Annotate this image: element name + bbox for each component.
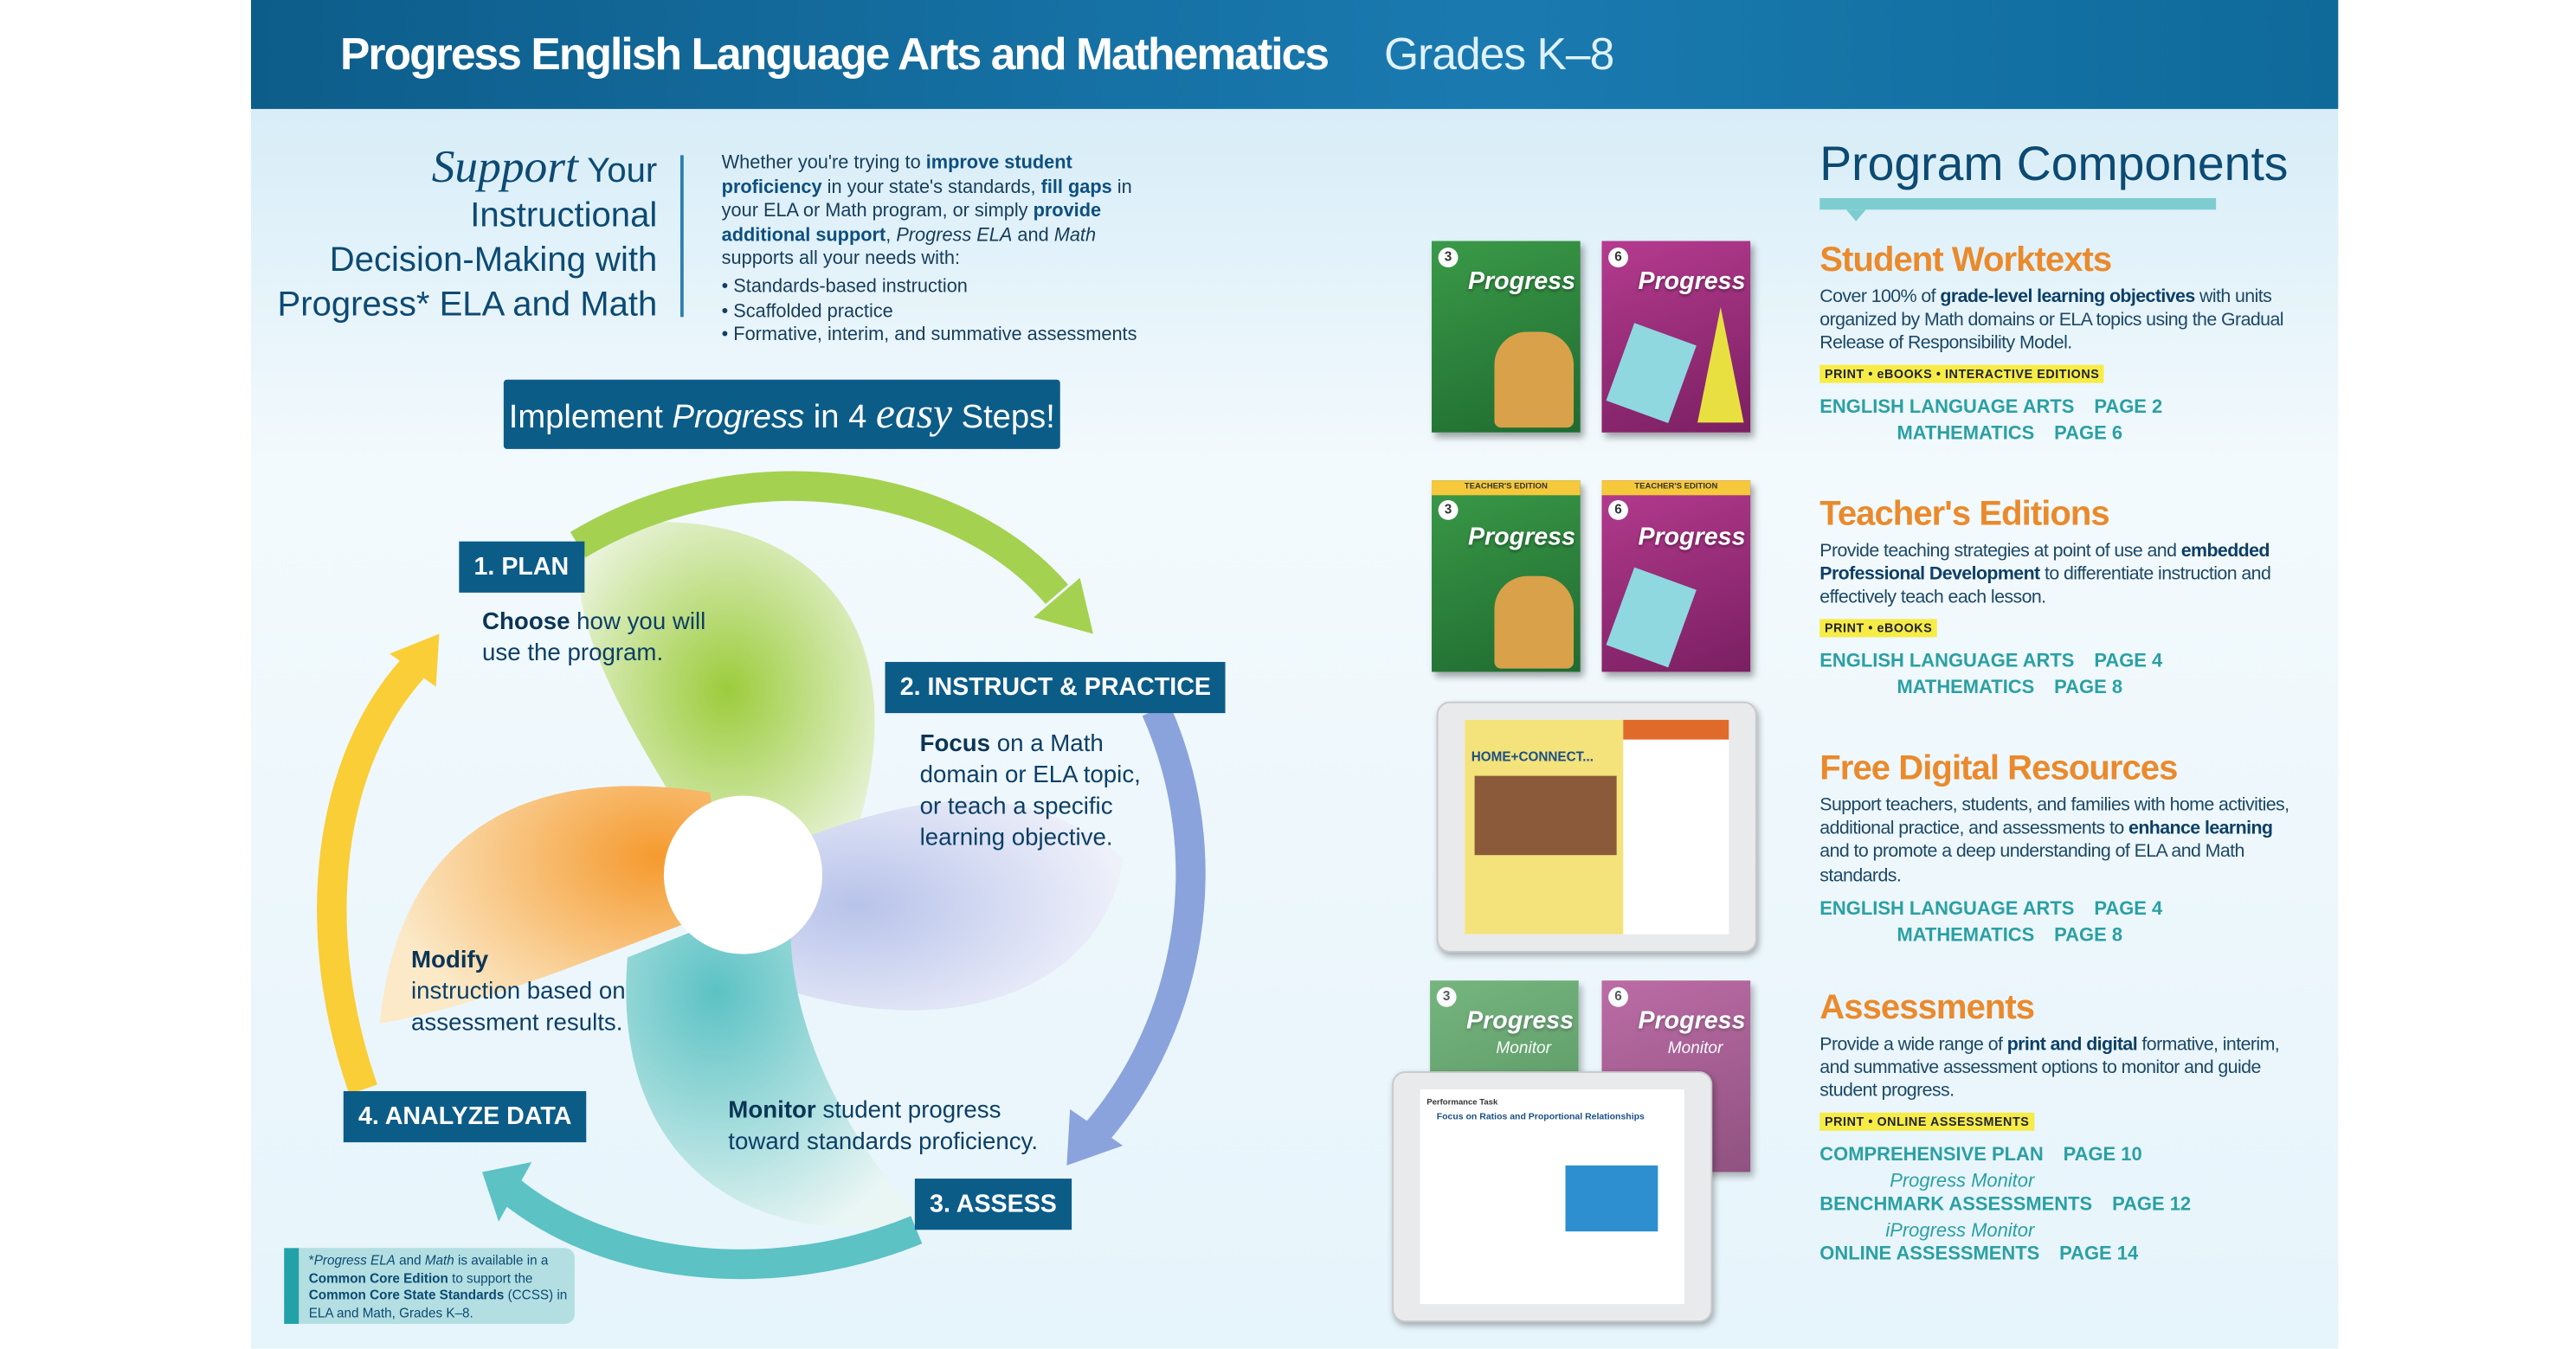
ref-link[interactable]	[1819, 1170, 2192, 1216]
footnote-part: Common Core State Standards	[308, 1288, 505, 1303]
online-assessment-tablet	[1392, 1071, 1712, 1322]
cover-image	[1494, 576, 1574, 669]
section-student-worktexts	[1819, 241, 2315, 446]
cover-brand: Progress	[1467, 523, 1576, 552]
cover-image	[1607, 323, 1697, 423]
ref-list	[1819, 395, 2163, 445]
text-part: and to promote a deep understanding of ELA and Math standards.	[1819, 842, 2244, 886]
ref-page: PAGE 14	[2059, 1243, 2139, 1264]
cover-image	[1697, 307, 1743, 423]
section-teachers-editions	[1819, 495, 2315, 699]
intro-part: Whether you're trying to	[721, 153, 926, 174]
ref-page: PAGE 8	[2054, 678, 2123, 698]
cover-monitor: Monitor	[1667, 1039, 1723, 1058]
intro-part: in your state's standards,	[821, 177, 1041, 198]
cover-brand: Progress	[1638, 267, 1746, 296]
ref-name: MATHEMATICS	[1897, 423, 2035, 444]
step-verb: Modify	[411, 948, 489, 974]
step-label-plan: 1. PLAN	[459, 542, 583, 593]
arrow-analyze	[332, 669, 413, 1089]
cover-brand: Progress	[1638, 1006, 1746, 1036]
text-part: with units organized by Math domains or ELA topics using the Gradual Release of Responsibility Model.	[1819, 286, 2283, 355]
step-label-assess: 3. ASSESS	[915, 1179, 1072, 1230]
tablet-screen	[1420, 1089, 1684, 1304]
text-part: to differentiate instruction and effectively teach each lesson.	[1819, 564, 2271, 608]
format-tag: PRINT • ONLINE ASSESSMENTS	[1819, 1112, 2034, 1130]
list-item: • Scaffolded practice	[721, 301, 893, 322]
step-label-analyze: 4. ANALYZE DATA	[344, 1091, 587, 1142]
ref-list	[1819, 650, 2163, 699]
grade-badge: 6	[1608, 987, 1628, 1007]
footnote-part: (CCSS) in ELA and Math, Grades K–8.	[308, 1288, 568, 1320]
footnote-part: and	[395, 1252, 425, 1269]
intro-part: and	[1012, 225, 1054, 246]
step-desc: how you will use the program.	[482, 608, 706, 667]
intro-bold: provide additional support	[721, 202, 1102, 246]
home-connect-logo: HOME+CONNECT...	[1471, 749, 1594, 765]
ela-worktext-cover	[1432, 241, 1581, 433]
ref-name: BENCHMARK ASSESSMENTS	[1819, 1194, 2093, 1215]
list-item: • Standards-based instruction	[721, 277, 968, 298]
support-script: Support	[431, 142, 578, 194]
text-bold: embedded Professional Development	[1819, 541, 2270, 585]
footnote-part: *	[308, 1252, 314, 1269]
cover-brand: Progress	[1638, 523, 1746, 552]
ref-page: PAGE 2	[2094, 397, 2163, 417]
step-verb: Choose	[482, 608, 570, 636]
section-heading: Student Worktexts	[1819, 241, 2112, 279]
support-line: Instructional	[470, 196, 658, 234]
intro-italic: Progress ELA	[896, 225, 1013, 246]
step-verb: Monitor	[728, 1097, 816, 1125]
text-part: Provide teaching strategies at point of use and	[1819, 541, 2181, 562]
section-free-digital-resources	[1819, 749, 2315, 948]
text-part: Support teachers, students, and families with home activities, additional practice, and assessments to	[1819, 795, 2289, 839]
intro-part: supports all your needs with:	[721, 249, 961, 270]
section-text	[1819, 286, 2298, 356]
footnote-part: Progress ELA	[313, 1252, 396, 1269]
step-desc: on a Math domain or ELA topic, or teach a specific learning objective.	[919, 731, 1141, 852]
format-tag: PRINT • eBOOKS	[1819, 619, 1937, 637]
teacher-edition-band: TEACHER'S EDITION	[1601, 480, 1750, 495]
ref-link[interactable]	[1819, 650, 2163, 673]
ref-page: PAGE 4	[2094, 651, 2163, 671]
intro-italic: Math	[1053, 225, 1097, 246]
footnote-part: Math	[424, 1252, 454, 1269]
footnote	[284, 1248, 575, 1324]
step-text-assess	[728, 1096, 1041, 1159]
ref-sub: Progress Monitor	[1890, 1171, 2035, 1192]
ref-page: PAGE 6	[2054, 423, 2123, 444]
ref-link[interactable]	[1819, 395, 2163, 419]
steps-easy: easy	[875, 389, 953, 438]
steps-part: Implement	[508, 399, 673, 436]
steps-part: in 4	[804, 399, 876, 436]
ref-link[interactable]	[1819, 422, 2133, 446]
ref-page: PAGE 4	[2094, 899, 2163, 920]
support-line: Progress* ELA and Math	[277, 286, 658, 324]
section-text	[1819, 540, 2298, 610]
ref-list	[1819, 897, 2163, 947]
cover-brand: Progress	[1467, 267, 1576, 296]
home-connect-tablet	[1437, 702, 1757, 953]
grade-badge: 3	[1437, 987, 1457, 1007]
screen-keypad	[1565, 1166, 1658, 1231]
footnote-part: Common Core Edition	[308, 1269, 448, 1286]
tablet-screen	[1465, 720, 1729, 935]
intro-bold: fill gaps	[1040, 177, 1112, 198]
ref-page: PAGE 8	[2054, 925, 2123, 946]
intro-part: ,	[886, 225, 897, 246]
steps-brand: Progress	[672, 399, 805, 436]
page-title: Progress English Language Arts and Mathematics	[339, 29, 1329, 79]
cover-image	[1607, 568, 1697, 668]
section-heading: Teacher's Editions	[1819, 495, 2109, 534]
ref-name: MATHEMATICS	[1897, 925, 2035, 946]
grade-badge: 6	[1608, 500, 1628, 520]
footnote-part: to support the	[448, 1269, 533, 1286]
text-bold: enhance learning	[2128, 819, 2273, 839]
cover-image	[1494, 331, 1574, 427]
section-text	[1819, 794, 2298, 888]
ela-teacher-edition-cover	[1432, 480, 1581, 671]
text-bold: grade-level learning objectives	[1940, 286, 2195, 307]
support-word: Your	[577, 151, 658, 190]
perf-task-title: Focus on Ratios and Proportional Relationships	[1436, 1112, 1645, 1123]
step-text-analyze	[411, 946, 634, 1040]
ref-link[interactable]	[1819, 1143, 2142, 1166]
step-desc: student progress toward standards proficiency.	[728, 1097, 1039, 1156]
steps-part: Steps!	[952, 399, 1055, 436]
step-text-instruct	[920, 729, 1151, 855]
math-teacher-edition-cover	[1601, 480, 1750, 671]
format-tag: PRINT • eBOOKS • INTERACTIVE EDITIONS	[1819, 364, 2104, 382]
intro-part: in your ELA or Math program, or simply	[721, 177, 1132, 222]
ref-link[interactable]	[1819, 1219, 2139, 1265]
step-label-instruct: 2. INSTRUCT & PRACTICE	[886, 662, 1227, 713]
screen-photo	[1475, 776, 1617, 856]
ref-list	[1819, 1143, 2192, 1265]
math-worktext-cover	[1601, 241, 1750, 433]
step-text-plan	[482, 607, 730, 670]
support-line: Decision-Making with	[329, 241, 658, 279]
ref-page: PAGE 12	[2112, 1194, 2192, 1215]
section-assessments	[1819, 989, 2315, 1266]
text-part: Provide a wide range of	[1819, 1035, 2007, 1056]
title-underline	[1819, 198, 2216, 209]
grade-badge: 6	[1608, 247, 1628, 267]
ref-name: ENGLISH LANGUAGE ARTS	[1819, 899, 2075, 920]
teacher-edition-band: TEACHER'S EDITION	[1432, 480, 1581, 495]
cycle-center	[664, 796, 822, 954]
intro-bold: improve student proficiency	[721, 153, 1072, 198]
ref-link[interactable]	[1819, 924, 2133, 948]
cover-monitor: Monitor	[1496, 1039, 1552, 1058]
section-heading: Assessments	[1819, 988, 2035, 1027]
grades-label: Grades K–8	[1383, 29, 1614, 79]
components-title: Program Components	[1819, 138, 2289, 192]
list-item: • Formative, interim, and summative assessments	[721, 325, 1137, 346]
perf-task-label: Performance Task	[1426, 1097, 1498, 1108]
ref-name: ONLINE ASSESSMENTS	[1819, 1243, 2040, 1264]
ref-name: MATHEMATICS	[1897, 678, 2035, 698]
grade-badge: 3	[1439, 247, 1459, 267]
ref-page: PAGE 10	[2063, 1145, 2142, 1166]
text-bold: print and digital	[2006, 1035, 2138, 1056]
ref-link[interactable]	[1819, 676, 2133, 699]
grade-badge: 3	[1439, 500, 1459, 520]
screen-header	[1623, 720, 1729, 740]
section-text	[1819, 1033, 2298, 1103]
text-part: Cover 100% of	[1819, 286, 1941, 307]
section-heading: Free Digital Resources	[1819, 749, 2178, 787]
step-desc: instruction based on assessment results.	[411, 979, 626, 1037]
title-pointer	[1846, 209, 1866, 221]
ref-link[interactable]	[1819, 897, 2163, 921]
footnote-part: is available in a	[454, 1252, 549, 1269]
cover-brand: Progress	[1466, 1006, 1575, 1036]
ref-sub: iProgress Monitor	[1885, 1220, 2035, 1241]
step-verb: Focus	[919, 731, 991, 758]
ref-name: COMPREHENSIVE PLAN	[1819, 1145, 2044, 1166]
ref-name: ENGLISH LANGUAGE ARTS	[1819, 651, 2075, 671]
text-part: formative, interim, and summative assessment options to monitor and guide student progress.	[1819, 1035, 2280, 1102]
ref-name: ENGLISH LANGUAGE ARTS	[1819, 397, 2075, 417]
